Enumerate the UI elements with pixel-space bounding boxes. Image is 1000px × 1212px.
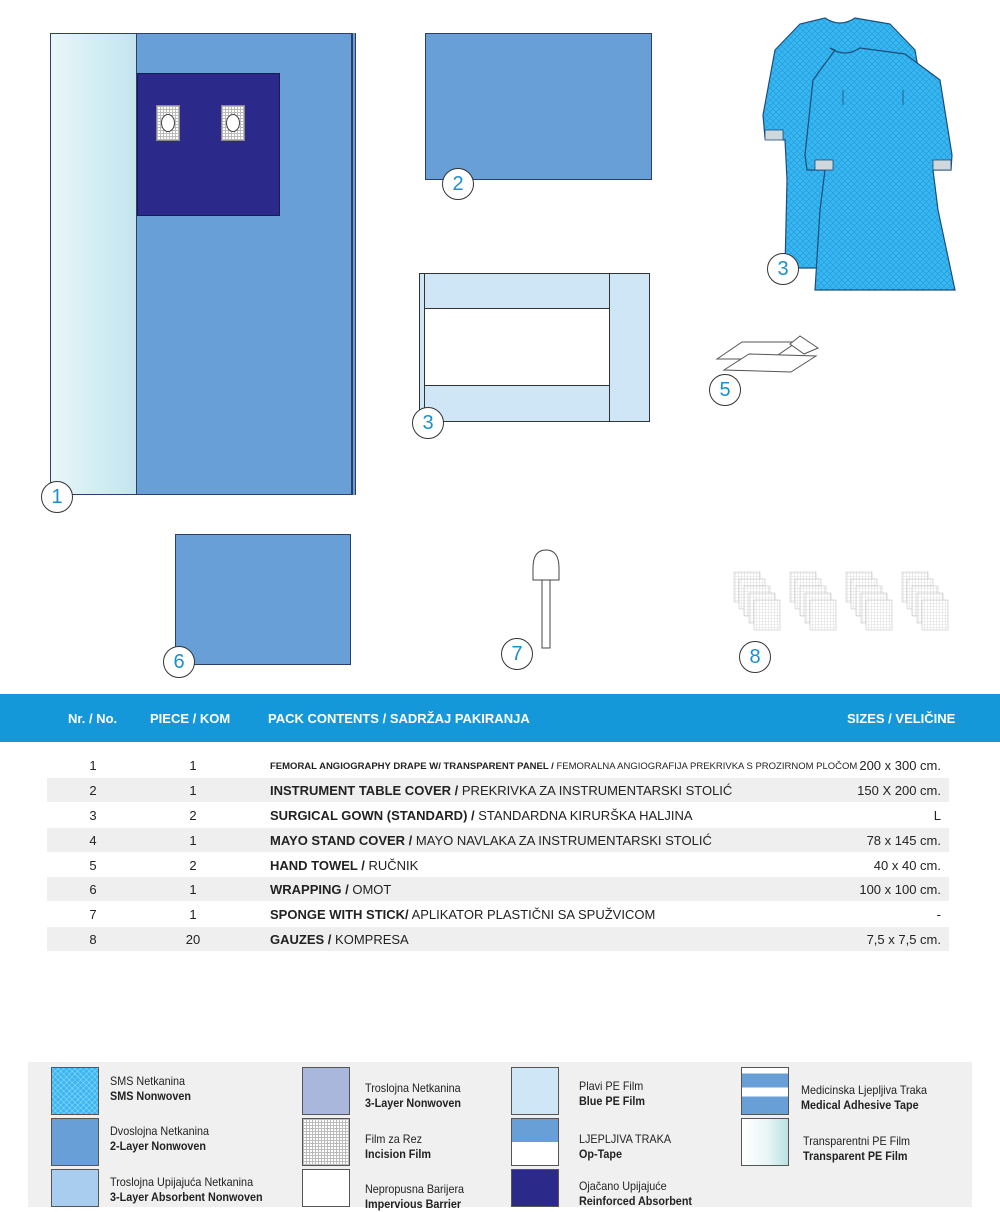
material-legend [28,1062,972,1211]
table-row [47,853,949,877]
legend-label: LJEPLJIVA TRAKA Op-Tape [579,1132,672,1161]
swatch-transparent-pe-film [741,1118,789,1166]
table-row [47,803,949,827]
wrapping-illustration [175,534,351,665]
row-size: L [933,808,941,823]
row-name-hr: FEMORALNA ANGIOGRAFIJA PREKRIVKA S PROZIRNOM PLOČOM [556,761,858,772]
sponge-stick-illustration [528,548,564,650]
header-contents: PACK CONTENTS / SADRŽAJ PAKIRANJA [268,711,530,726]
table-header-band [0,694,1000,742]
row-nr: 1 [89,758,97,773]
instrument-table-cover-illustration [425,33,652,180]
row-nr: 4 [89,833,97,848]
row-size: 78 x 145 cm. [866,833,941,848]
item-number-5: 5 [709,374,741,406]
swatch-op-tape [511,1118,559,1166]
table-row [47,902,949,926]
femoral-drape-illustration [50,33,356,495]
item-number-6: 6 [163,646,195,678]
row-size: 100 x 100 cm. [859,882,941,897]
row-nr: 7 [89,907,97,922]
legend-label: Troslojna Upijajuća Netkanina 3-Layer Absorbent Nonwoven [110,1175,263,1204]
fenestration-right [221,105,245,141]
legend-label: Transparentni PE Film Transparent PE Film [803,1134,911,1163]
row-nr: 5 [89,858,97,873]
swatch-3-layer-absorbent [51,1169,99,1207]
drape-edge [352,33,356,495]
row-piece: 1 [189,783,197,798]
item-number-3-gown: 3 [767,253,799,285]
row-name-en: FEMORAL ANGIOGRAPHY DRAPE W/ TRANSPARENT PANEL / [270,761,554,772]
legend-label: Dvoslojna Netkanina 2-Layer Nonwoven [110,1124,210,1153]
swatch-sms [51,1067,99,1115]
row-size: 200 x 300 cm. [859,758,941,773]
table-row [47,927,949,951]
row-name-hr: STANDARDNA KIRURŠKA HALJINA [478,808,693,823]
table-row [47,877,949,901]
row-name-hr: RUČNIK [368,858,419,873]
swatch-medical-adhesive-tape [741,1067,789,1115]
table-row [47,778,949,802]
item-number-7: 7 [501,638,533,670]
row-size: 150 X 200 cm. [857,783,941,798]
transparent-panel [50,33,138,495]
legend-label: Medicinska Ljepljiva Traka Medical Adhesive Tape [801,1083,928,1112]
row-piece: 2 [189,808,197,823]
header-sizes: SIZES / VELIČINE [847,711,956,726]
legend-label: Nepropusna Barijera Impervious Barrier [365,1182,465,1211]
row-piece: 1 [189,758,197,773]
mayo-stand-cover-illustration [419,273,650,422]
row-name-hr: KOMPRESA [335,932,409,947]
hand-towel-illustration [712,332,824,380]
gauzes-illustration [732,570,960,640]
legend-label: SMS Netkanina SMS Nonwoven [110,1074,192,1103]
row-name-en: HAND TOWEL / [270,858,365,873]
row-piece: 20 [185,932,201,947]
row-name-hr: OMOT [352,882,392,897]
row-nr: 6 [89,882,97,897]
row-name-en: WRAPPING / [270,882,349,897]
row-nr: 3 [89,808,97,823]
legend-label: Ojačano Upijajuće Reinforced Absorbent [579,1179,693,1208]
header-nr: Nr. / No. [68,711,118,726]
row-piece: 1 [189,882,197,897]
row-size: 7,5 x 7,5 cm. [866,932,941,947]
reinforced-area [137,73,280,216]
item-number-3-mayo: 3 [412,407,444,439]
swatch-blue-pe-film [511,1067,559,1115]
item-number-2: 2 [442,168,474,200]
row-piece: 1 [189,833,197,848]
table-row [47,828,949,852]
legend-label: Troslojna Netkanina 3-Layer Nonwoven [365,1081,462,1110]
swatch-3-layer [302,1067,350,1115]
table-row [47,753,949,777]
row-piece: 1 [189,907,197,922]
row-name-hr: MAYO NAVLAKA ZA INSTRUMENTARSKI STOLIĆ [415,833,712,848]
swatch-reinforced-absorbent [511,1169,559,1207]
row-nr: 8 [89,932,97,947]
row-name-en: GAUZES / [270,932,332,947]
item-number-1: 1 [41,481,73,513]
row-name-en: MAYO STAND COVER / [270,833,413,848]
row-name-en: SPONGE WITH STICK/ [270,907,409,922]
legend-label: Film za Rez Incision Film [365,1132,432,1161]
row-name-hr: APLIKATOR PLASTIČNI SA SPUŽVICOM [411,907,656,922]
swatch-impervious-barrier [302,1169,350,1207]
row-piece: 2 [189,858,197,873]
row-name-en: INSTRUMENT TABLE COVER / [270,783,459,798]
row-nr: 2 [89,783,97,798]
row-size: 40 x 40 cm. [873,858,941,873]
row-name-hr: PREKRIVKA ZA INSTRUMENTARSKI STOLIĆ [461,783,733,798]
row-name-en: SURGICAL GOWN (STANDARD) / [270,808,475,823]
fenestration-left [156,105,180,141]
header-piece: PIECE / KOM [150,711,231,726]
row-size: - [936,907,941,922]
item-number-8: 8 [739,641,771,673]
legend-label: Plavi PE Film Blue PE Film [579,1079,646,1108]
swatch-incision-film [302,1118,350,1166]
swatch-2-layer [51,1118,99,1166]
